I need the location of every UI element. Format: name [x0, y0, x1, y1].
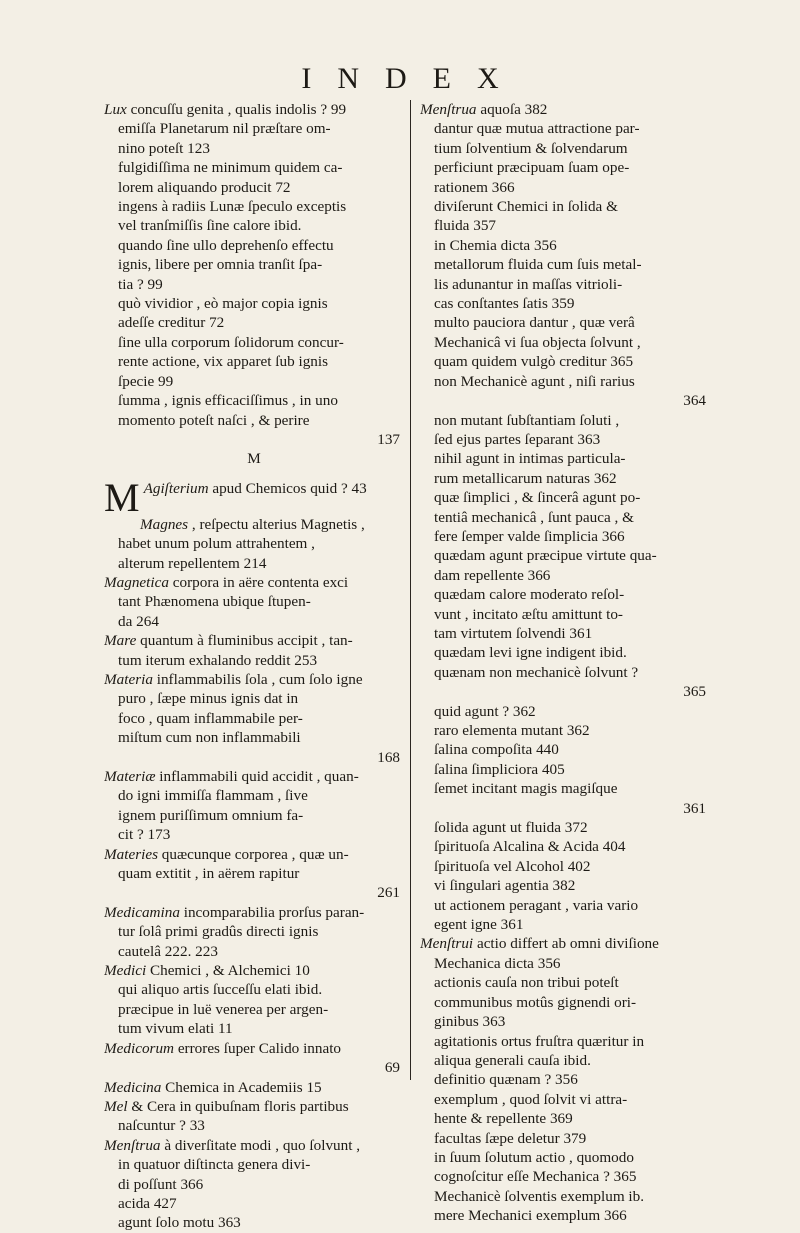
index-subentry: quæ ſimplici , & ſincerâ agunt po- [434, 489, 641, 507]
index-subentry: foco , quam inflammabile per- [118, 709, 303, 727]
index-subentry: rente actione, vix apparet ſub ignis [118, 353, 329, 371]
page-reference: 361 [683, 799, 706, 817]
index-subentry: tum iterum exhalando reddit 253 [118, 651, 318, 669]
index-subentry: ſpirituoſa Alcalina & Acida 404 [434, 838, 626, 856]
index-subentry: fere ſemper valde ſimplicia 366 [434, 527, 625, 545]
index-subentry: Mechanicâ vi ſua objecta ſolvunt , [434, 333, 641, 351]
index-subentry: ſpecie 99 [118, 372, 174, 390]
index-subentry: quam extitit , in aërem rapitur [118, 865, 300, 883]
index-subentry: diviſerunt Chemici in ſolida & [434, 198, 618, 216]
index-subentry: fulgidiſſima ne minimum quidem ca- [118, 159, 343, 177]
index-entry [104, 573, 404, 592]
index-headword: Lux [104, 101, 127, 118]
index-entry [420, 934, 710, 953]
index-entry-text: & Cera in quibuſnam floris partibus [127, 1097, 349, 1115]
index-entry-text: corpora in aëre contenta exci [168, 573, 349, 591]
index-subentry: cognoſcitur eſſe Mechanica ? 365 [434, 1168, 637, 1186]
index-entry-text: inflammabilis ſola , cum ſolo igne [152, 670, 363, 688]
index-entry [104, 1097, 404, 1116]
right-column [420, 100, 710, 1226]
index-subentry: miſtum cum non inflammabili [118, 729, 301, 747]
index-entry [104, 479, 404, 515]
index-subentry: di poſſunt 366 [118, 1175, 204, 1193]
index-subentry: egent igne 361 [434, 916, 524, 934]
index-entry [104, 1078, 404, 1097]
index-subentry: cautelâ 222. 223 [118, 942, 218, 960]
index-entry [104, 515, 404, 534]
index-subentry: in ſuum ſolutum actio , quomodo [434, 1148, 634, 1166]
index-subentry: tum vivum elati 11 [118, 1020, 233, 1038]
page-reference: 69 [384, 1059, 400, 1077]
index-subentry: alterum repellentem 214 [118, 554, 267, 572]
index-subentry: vel tranſmiſſis ſine calore ibid. [118, 217, 302, 235]
index-headword: Magnetica [104, 573, 169, 591]
index-subentry: tant Phænomena ubique ſtupen- [118, 593, 311, 611]
page-reference: 168 [377, 748, 400, 766]
index-entry-text: apud Chemicos quid ? 43 [208, 479, 367, 497]
index-entry [104, 1136, 404, 1155]
index-subentry: ſpirituoſa vel Alcohol 402 [434, 857, 591, 875]
index-subentry: quando ſine ullo deprehenſo effectu [118, 236, 334, 254]
index-subentry: mere Mechanici exemplum 366 [434, 1207, 627, 1225]
index-headword: Mare [104, 632, 137, 650]
index-subentry: quædam calore moderato reſol- [434, 586, 625, 604]
index-subentry: agitationis ortus fruſtra quæritur in [434, 1032, 645, 1050]
index-headword: Agiſterium [143, 479, 209, 497]
index-subentry: quænam non mechanicè ſolvunt ? [434, 663, 639, 681]
index-subentry: dantur quæ mutua attractione par- [434, 120, 640, 138]
index-entry-text: inflammabili quid accidit , quan- [155, 768, 359, 785]
index-subentry: metallorum fluida cum ſuis metal- [434, 256, 642, 274]
page-title: INDEX [301, 62, 525, 95]
index-entry-text: aquoſa 382 [476, 101, 548, 118]
left-column [104, 100, 404, 1233]
index-entry-text: concuſſu genita , qualis indolis ? 99 [126, 101, 347, 118]
index-subentry: quid agunt ? 362 [434, 702, 536, 720]
spacer [104, 469, 404, 479]
index-entry-text: , reſpectu alterius Magnetis , [188, 515, 365, 533]
index-entry-text: Chemici , & Alchemici 10 [146, 962, 310, 980]
index-subentry: da 264 [118, 612, 159, 630]
index-headword: Medicina [104, 1078, 162, 1096]
index-subentry: tia ? 99 [118, 275, 163, 293]
index-entry-text: Chemica in Academiis 15 [161, 1078, 322, 1096]
index-subentry: qui aliquo artis ſucceſſu elati ibid. [118, 981, 323, 999]
index-subentry: non mutant ſubſtantiam ſoluti , [434, 411, 620, 429]
index-subentry: lis adunantur in maſſas vitrioli- [434, 275, 623, 293]
index-headword: Magnes [140, 515, 189, 533]
index-headword: Mel [104, 1097, 128, 1115]
index-subentry: fluida 357 [434, 217, 497, 235]
index-subentry: aliqua generali cauſa ibid. [434, 1051, 591, 1069]
index-headword: Materies [104, 845, 158, 863]
index-subentry: nino poteſt 123 [118, 139, 210, 157]
index-subentry: ſumma , ignis efficaciſſimus , in uno [118, 392, 338, 410]
page-reference: 364 [683, 392, 706, 410]
index-subentry: ginibus 363 [434, 1013, 506, 1031]
index-subentry: in Chemia dicta 356 [434, 236, 557, 254]
index-subentry: quò vividior , eò major copia ignis [118, 295, 328, 313]
index-subentry: rationem 366 [434, 178, 515, 196]
index-entry [104, 903, 404, 922]
index-entry [104, 631, 404, 650]
index-entry-text: quantum à fluminibus accipit , tan- [136, 632, 353, 650]
page-reference: 261 [377, 884, 400, 902]
index-subentry: vunt , incitato æſtu amittunt to- [434, 605, 623, 623]
index-subentry: multo pauciora dantur , quæ verâ [434, 314, 635, 332]
index-entry [104, 961, 404, 980]
index-headword: Medicamina [104, 903, 180, 921]
index-subentry: hente & repellente 369 [434, 1110, 573, 1128]
index-entry-text: actio differt ab omni diviſione [473, 935, 659, 953]
index-headword: Menſtrua [420, 101, 477, 118]
index-subentry: vi ſingulari agentia 382 [434, 877, 576, 895]
index-entry-text: à diverſitate modi , quo ſolvunt , [160, 1136, 361, 1154]
index-subentry: perficiunt præcipuam ſuam ope- [434, 159, 630, 177]
index-subentry: tium ſolventium & ſolvendarum [434, 139, 628, 157]
index-subentry: ſed ejus partes ſeparant 363 [434, 430, 601, 448]
index-subentry: ignem puriſſimum omnium fa- [118, 806, 304, 824]
index-subentry: ſolida agunt ut fluida 372 [434, 819, 588, 837]
index-entry-text: quæcunque corporea , quæ un- [158, 845, 349, 863]
index-subentry: puro , ſæpe minus ignis dat in [118, 690, 299, 708]
index-subentry: exemplum , quod ſolvit vi attra- [434, 1090, 628, 1108]
index-subentry: ingens à radiis Lunæ ſpeculo exceptis [118, 198, 347, 216]
index-subentry: ſemet incitant magis magiſque [434, 780, 618, 798]
index-subentry: cit ? 173 [118, 826, 171, 844]
index-headword: Menſtrua [104, 1136, 161, 1154]
index-headword: Materia [104, 670, 153, 688]
index-subentry: ut actionem peragant , varia vario [434, 896, 639, 914]
index-entry-text: incomparabilia prorſus paran- [179, 903, 365, 921]
index-subentry: quædam agunt præcipue virtute qua- [434, 547, 657, 565]
index-subentry: in quatuor diſtincta genera divi- [118, 1156, 311, 1174]
index-entry [104, 1039, 404, 1058]
index-subentry: nihil agunt in intimas particula- [434, 450, 626, 468]
index-subentry: emiſſa Planetarum nil præſtare om- [118, 120, 331, 138]
index-subentry: ſine ulla corporum ſolidorum concur- [118, 333, 344, 351]
index-subentry: dam repellente 366 [434, 566, 551, 584]
index-subentry: præcipue in luë venerea per argen- [118, 1000, 329, 1018]
index-subentry: Mechanicè ſolventis exemplum ib. [434, 1187, 645, 1205]
index-subentry: habet unum polum attrahentem , [118, 535, 315, 553]
index-subentry: raro elementa mutant 362 [434, 722, 590, 739]
index-subentry: momento poteſt naſci , & perire [118, 411, 310, 429]
index-subentry: tam virtutem ſolvendi 361 [434, 624, 593, 642]
index-subentry: actionis cauſa non tribui poteſt [434, 974, 619, 992]
index-subentry: non Mechanicè agunt , niſi rarius [434, 372, 635, 390]
index-subentry: quam quidem vulgò creditur 365 [434, 353, 634, 371]
index-subentry: ignis, libere per omnia tranſit ſpa- [118, 256, 323, 274]
index-subentry: Mechanica dicta 356 [434, 954, 561, 972]
index-headword: Materiæ [104, 768, 156, 785]
index-subentry: agunt ſolo motu 363 [118, 1214, 241, 1232]
section-letter: M [247, 450, 261, 468]
index-entry [420, 100, 710, 119]
index-entry-text: errores ſuper Calido innato [174, 1039, 342, 1057]
page-reference: 137 [377, 430, 400, 448]
index-subentry: tentiâ mechanicâ , ſunt pauca , & [434, 508, 634, 526]
index-subentry: adeſſe creditur 72 [118, 314, 225, 332]
index-entry [104, 670, 404, 689]
index-subentry: acida 427 [118, 1194, 177, 1212]
index-subentry: tur ſolâ primi gradûs directi ignis [118, 923, 319, 941]
index-subentry: ſalina ſimpliciora 405 [434, 760, 565, 778]
index-subentry: cas conſtantes ſatis 359 [434, 295, 575, 313]
drop-capital: M [104, 478, 140, 515]
index-subentry: lorem aliquando producit 72 [118, 178, 291, 196]
index-subentry: communibus motûs gignendi ori- [434, 993, 637, 1011]
index-subentry: quædam levi igne indigent ibid. [434, 644, 627, 662]
index-subentry: rum metallicarum naturas 362 [434, 469, 617, 487]
index-headword: Menſtrui [420, 935, 474, 953]
column-divider [410, 100, 411, 1080]
index-entry [104, 845, 404, 864]
index-subentry: facultas ſæpe deletur 379 [434, 1129, 587, 1147]
index-subentry: naſcuntur ? 33 [118, 1117, 205, 1135]
page-reference: 365 [683, 683, 706, 701]
index-entry [104, 100, 404, 119]
index-entry [104, 767, 404, 786]
index-headword: Medici [104, 962, 147, 980]
index-headword: Medicorum [104, 1039, 175, 1057]
index-subentry: ſalina compoſita 440 [434, 741, 559, 759]
index-subentry: do igni immiſſa flammam , ſive [118, 787, 308, 805]
index-subentry: definitio quænam ? 356 [434, 1071, 578, 1089]
